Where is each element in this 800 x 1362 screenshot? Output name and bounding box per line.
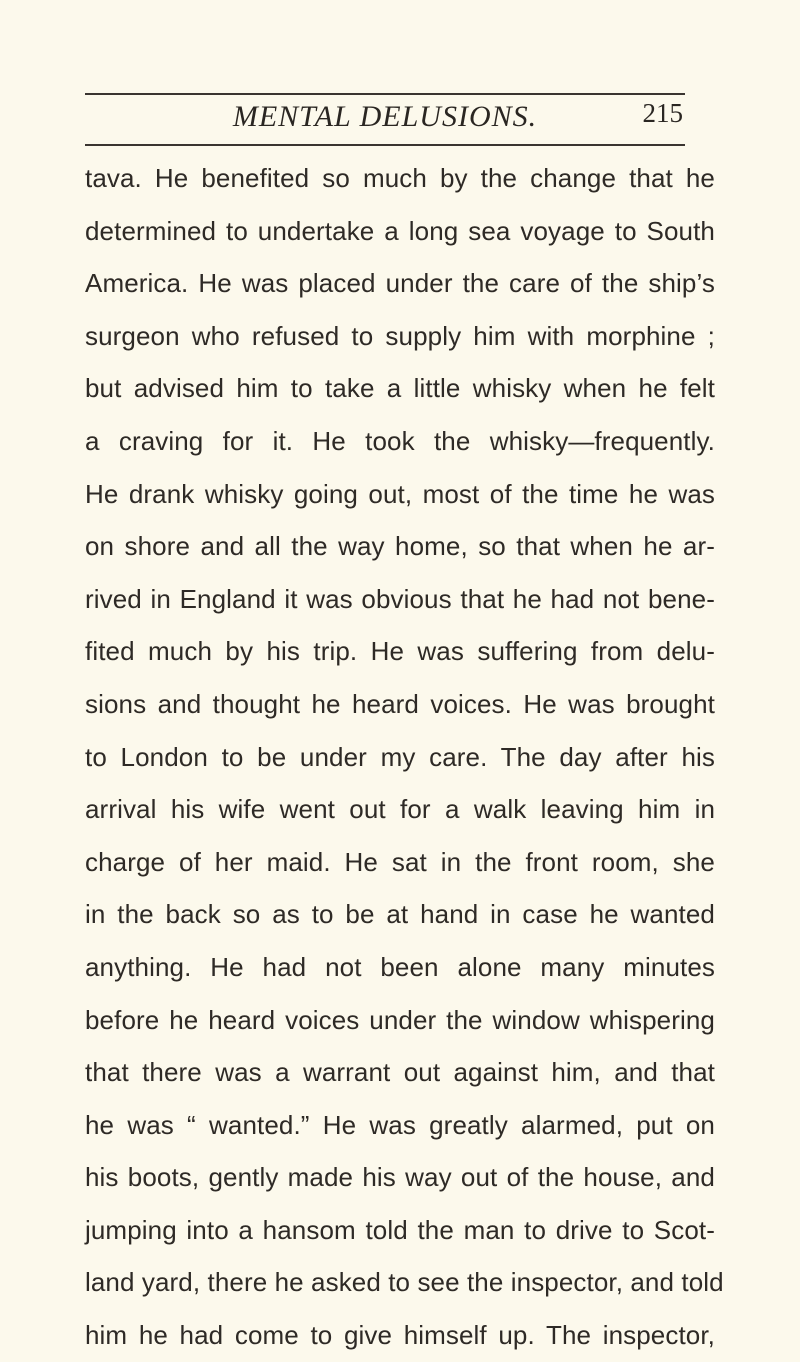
text-line: charge of her maid. He sat in the front room, she: [85, 846, 715, 877]
header-rule: [85, 144, 685, 146]
body-text: [85, 152, 724, 1362]
text-line: arrival his wife went out for a walk leaving him in: [85, 794, 715, 825]
text-line: him he had come to give himself up. The inspector,: [85, 1320, 715, 1351]
page-number: 215: [642, 98, 683, 128]
text-line: America. He was placed under the care of the ship’s: [85, 268, 715, 299]
text-line: in the back so as to be at hand in case he wanted: [85, 899, 715, 930]
text-line: He drank whisky going out, most of the time he was: [85, 478, 715, 509]
running-title: MENTAL DELUSIONS.: [232, 100, 538, 133]
text-line: sions and thought he heard voices. He was brought: [85, 688, 715, 719]
text-line: but advised him to take a little whisky when he felt: [85, 373, 715, 404]
text-line: he was “ wanted.” He was greatly alarmed, put on: [85, 1109, 715, 1140]
text-line: jumping into a hansom told the man to drive to Scot-: [85, 1214, 715, 1245]
text-line: tava. He benefited so much by the change that he: [85, 163, 715, 193]
text-line: to London to be under my care. The day after his: [85, 741, 715, 772]
text-line: his boots, gently made his way out of the house, and: [85, 1162, 715, 1193]
text-line: surgeon who refused to supply him with morphine ;: [85, 320, 715, 351]
text-line: on shore and all the way home, so that when he ar-: [85, 531, 715, 562]
top-rule: [85, 93, 685, 95]
text-line: determined to undertake a long sea voyage to South: [85, 215, 715, 246]
text-line: that there was a warrant out against him, and that: [85, 1057, 715, 1088]
text-line: fited much by his trip. He was suffering from delu-: [85, 636, 715, 667]
text-line: rived in England it was obvious that he had not bene-: [85, 583, 715, 614]
text-line: a craving for it. He took the whisky—frequently.: [85, 425, 715, 456]
text-line: before he heard voices under the window whispering: [85, 1004, 715, 1035]
page-header: [85, 98, 685, 142]
text-line: anything. He had not been alone many minutes: [85, 951, 715, 982]
text-line: land yard, there he asked to see the inspector, and told: [85, 1267, 724, 1298]
